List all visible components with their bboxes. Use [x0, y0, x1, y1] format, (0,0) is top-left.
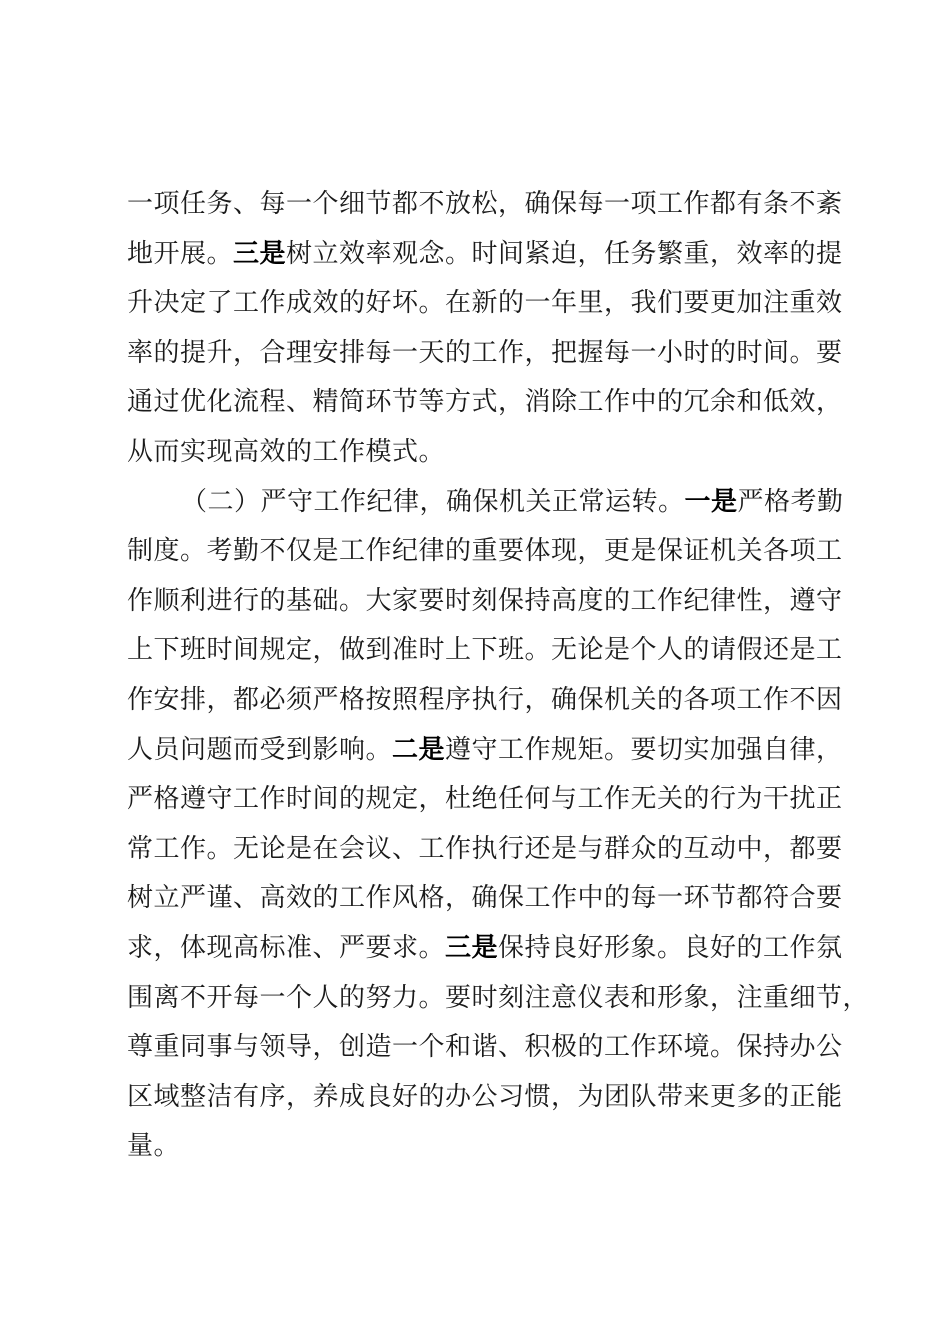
text-segment: 上下班时间规定，做到准时上下班。无论是个人的请假还是工 — [127, 635, 843, 666]
text-segment: 尊重同事与领导，创造一个和谐、积极的工作环境。保持办公 — [127, 1032, 843, 1063]
text-segment: 作顺利进行的基础。大家要时刻保持高度的工作纪律性，遵守 — [127, 585, 843, 616]
text-segment: 常工作。无论是在会议、工作执行还是与群众的互动中，都要 — [127, 833, 843, 864]
text-segment: 树立严谨、高效的工作风格，确保工作中的每一环节都符合要 — [127, 883, 843, 914]
text-segment: 保持良好形象。良好的工作氛 — [498, 932, 843, 963]
text-line — [127, 974, 870, 1024]
text-line — [127, 1023, 843, 1073]
text-segment: 求，体现高标准、严要求。 — [127, 932, 446, 963]
text-segment: 地开展。 — [127, 238, 234, 269]
bold-keyword: 三是 — [445, 932, 499, 963]
text-segment: 人员问题而受到影响。 — [127, 734, 393, 765]
text-segment: 区域整洁有序，养成良好的办公习惯，为团队带来更多的正能 — [127, 1081, 843, 1112]
text-segment: 严格遵守工作时间的规定，杜绝任何与工作无关的行为干扰正 — [127, 784, 843, 815]
text-segment: 遵守工作规矩。要切实加强自律， — [445, 734, 843, 765]
paragraph-heading-line — [127, 478, 844, 528]
text-segment: 率的提升，合理安排每一天的工作，把握每一小时的时间。要 — [127, 337, 843, 368]
text-segment: 制度。考勤不仅是工作纪律的重要体现，更是保证机关各项工 — [127, 536, 843, 567]
text-line — [127, 279, 843, 329]
bold-keyword: 二是 — [392, 734, 446, 765]
text-line — [127, 230, 843, 280]
text-segment: 一项任务、每一个细节都不放松，确保每一项工作都有条不紊 — [127, 189, 843, 219]
text-segment: 作安排，都必须严格按照程序执行，确保机关的各项工作不因 — [127, 684, 843, 715]
bold-keyword: 三是 — [233, 238, 287, 269]
document-body — [127, 180, 870, 1172]
text-segment: 树立效率观念。时间紧迫，任务繁重，效率的提 — [286, 238, 843, 269]
text-line — [127, 726, 843, 776]
text-line — [127, 378, 843, 428]
text-segment: 量。 — [127, 1131, 181, 1162]
text-line — [127, 428, 839, 478]
text-line — [127, 626, 843, 676]
text-segment: 围离不开每一个人的努力。要时刻注意仪表和形象，注重细节， — [127, 982, 870, 1013]
text-line — [127, 1073, 843, 1123]
text-line — [127, 825, 843, 875]
text-line — [127, 874, 843, 924]
text-segment: 升决定了工作成效的好坏。在新的一年里，我们要更加注重效 — [127, 288, 843, 319]
text-line — [127, 527, 843, 577]
text-line — [127, 577, 843, 627]
text-segment: 通过优化流程、精简环节等方式，消除工作中的冗余和低效， — [127, 387, 843, 418]
bold-keyword: 一是 — [684, 486, 738, 517]
text-line — [127, 775, 843, 825]
text-line — [127, 329, 843, 379]
text-line — [127, 1122, 839, 1172]
text-line — [127, 676, 843, 726]
text-line — [127, 180, 843, 230]
text-segment: 严格考勤 — [737, 486, 844, 517]
text-line — [127, 924, 843, 974]
text-segment: （二）严守工作纪律，确保机关正常运转。 — [181, 486, 685, 517]
text-segment: 从而实现高效的工作模式。 — [127, 436, 446, 467]
